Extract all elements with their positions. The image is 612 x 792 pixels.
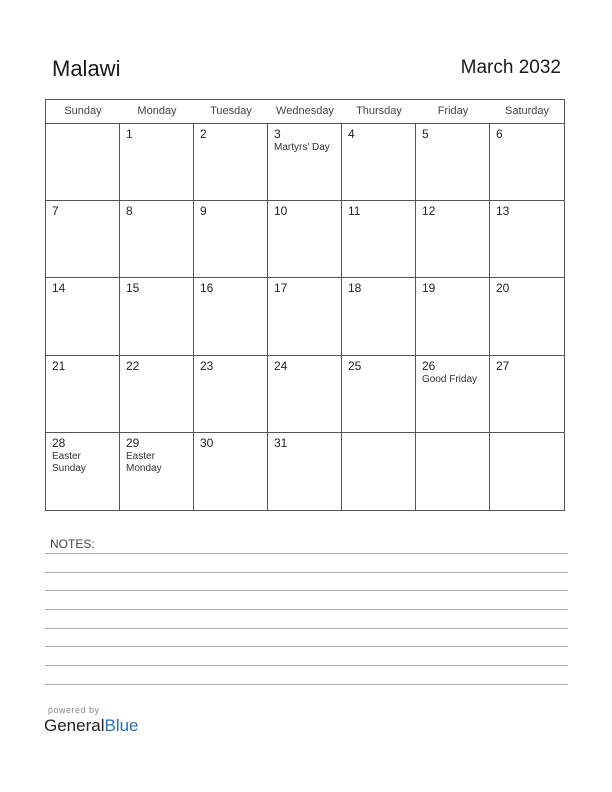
weekday-header-friday: Friday (416, 100, 490, 124)
day-number: 17 (274, 281, 288, 296)
day-cell (490, 433, 564, 510)
day-number: 4 (348, 127, 355, 141)
day-event: Easter Sunday (52, 450, 86, 474)
day-number: 21 (52, 358, 66, 373)
day-number: 15 (126, 281, 140, 296)
day-number: 19 (422, 281, 436, 296)
weekday-header-sunday: Sunday (46, 100, 120, 124)
day-cell (120, 433, 194, 510)
day-number: 23 (200, 358, 214, 373)
day-cell (490, 278, 564, 355)
weekday-header-wednesday: Wednesday (268, 100, 342, 124)
day-cell (268, 124, 342, 201)
notes-line (45, 665, 568, 666)
notes-line (45, 553, 568, 554)
day-number: 22 (126, 358, 140, 373)
notes-line (45, 646, 568, 647)
day-cell (120, 201, 194, 278)
brand-logo (44, 716, 139, 736)
day-number: 30 (200, 435, 214, 450)
day-number: 27 (496, 358, 510, 373)
day-number: 11 (348, 204, 361, 219)
day-cell (416, 201, 490, 278)
notes-label: NOTES: (50, 537, 95, 551)
day-number: 6 (496, 127, 503, 141)
day-number: 1 (126, 127, 133, 141)
day-number: 3 (274, 127, 281, 141)
day-number: 9 (200, 204, 207, 219)
day-number: 8 (126, 204, 133, 219)
notes-line (45, 628, 568, 629)
day-cell (194, 278, 268, 355)
brand-blue: Blue (104, 716, 139, 735)
day-cell (268, 201, 342, 278)
day-number: 16 (200, 281, 214, 296)
day-number: 29 (126, 435, 140, 450)
day-number: 26 (422, 358, 436, 373)
day-number: 7 (52, 204, 59, 219)
weekday-header-saturday: Saturday (490, 100, 564, 124)
day-number: 18 (348, 281, 362, 296)
notes-line (45, 572, 568, 573)
day-event: Easter Monday (126, 450, 162, 474)
day-cell (416, 124, 490, 201)
day-number: 5 (422, 127, 429, 141)
day-cell (342, 356, 416, 433)
day-cell (46, 433, 120, 510)
day-cell (120, 356, 194, 433)
day-cell (416, 433, 490, 510)
day-cell (342, 278, 416, 355)
day-event: Good Friday (422, 373, 478, 385)
day-number: 20 (496, 281, 510, 296)
day-number: 24 (274, 358, 288, 373)
day-cell (490, 124, 564, 201)
notes-line (45, 609, 568, 610)
month-year-title: March 2032 (460, 57, 561, 78)
notes-line (45, 684, 568, 685)
day-cell (268, 356, 342, 433)
day-cell (120, 124, 194, 201)
day-cell (268, 433, 342, 510)
day-number: 13 (496, 204, 510, 219)
calendar-grid (45, 99, 565, 511)
notes-line (45, 590, 568, 591)
day-number: 10 (274, 204, 288, 219)
day-cell (120, 278, 194, 355)
day-cell (194, 433, 268, 510)
day-cell (194, 124, 268, 201)
weekday-header-monday: Monday (120, 100, 194, 124)
day-cell (194, 356, 268, 433)
day-cell (46, 201, 120, 278)
day-cell (268, 278, 342, 355)
day-event: Martyrs' Day (274, 142, 330, 153)
day-cell (46, 124, 120, 201)
day-number: 31 (274, 435, 288, 450)
day-cell (46, 278, 120, 355)
day-cell (416, 356, 490, 433)
day-cell (490, 356, 564, 433)
day-cell (342, 124, 416, 201)
day-cell (46, 356, 120, 433)
day-number: 28 (52, 435, 66, 450)
day-number: 14 (52, 281, 66, 296)
powered-by-text: powered by (48, 705, 100, 715)
country-title: Malawi (52, 56, 121, 81)
day-cell (342, 433, 416, 510)
day-cell (342, 201, 416, 278)
weekday-header-tuesday: Tuesday (194, 100, 268, 124)
day-cell (194, 201, 268, 278)
day-number: 2 (200, 127, 207, 141)
day-number: 25 (348, 358, 362, 373)
day-cell (490, 201, 564, 278)
brand-general: General (44, 716, 105, 735)
day-number: 12 (422, 204, 436, 219)
day-cell (416, 278, 490, 355)
weekday-header-thursday: Thursday (342, 100, 416, 124)
